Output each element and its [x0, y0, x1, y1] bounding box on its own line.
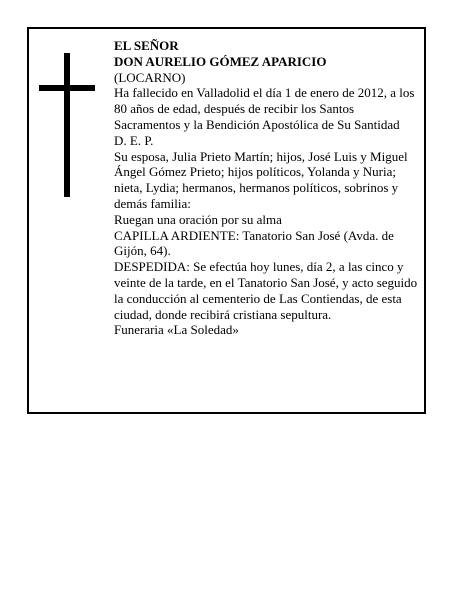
title-line-1: EL SEÑOR	[114, 38, 179, 53]
obituary-text	[114, 38, 420, 338]
deceased-name: DON AURELIO GÓMEZ APARICIO	[114, 53, 327, 69]
chapel-info: CAPILLA ARDIENTE: Tanatorio San José (Avda. de Gijón, 64).	[114, 227, 394, 259]
funeral-home: Funeraria «La Soledad»	[114, 322, 239, 338]
origin: (LOCARNO)	[114, 69, 186, 85]
prayer-request: Ruegan una oración por su alma	[114, 211, 282, 227]
rip: D. E. P.	[114, 132, 154, 148]
cross-icon	[64, 53, 70, 197]
farewell-info: DESPEDIDA: Se efectúa hoy lunes, día 2, a las cinco y veinte de la tarde, en el Tanatorio San José, y acto seguido la conducción al cementerio de Las Contiendas, de esta ciudad, donde recibirá cristiana sepultura.	[114, 259, 418, 322]
announcement: Ha fallecido en Valladolid el día 1 de enero de 2012, a los 80 años de edad, después de recibir los Santos Sacramentos y la Bendición Apostólica de Su Santidad	[114, 85, 415, 132]
cross-icon-bar	[39, 85, 95, 91]
family-list: Su esposa, Julia Prieto Martín; hijos, José Luis y Miguel Ángel Gómez Prieto; hijos políticos, Yolanda y Nuria; nieta, Lydia; hermanos, hermanos políticos, sobrinos y demás familia:	[114, 148, 408, 211]
